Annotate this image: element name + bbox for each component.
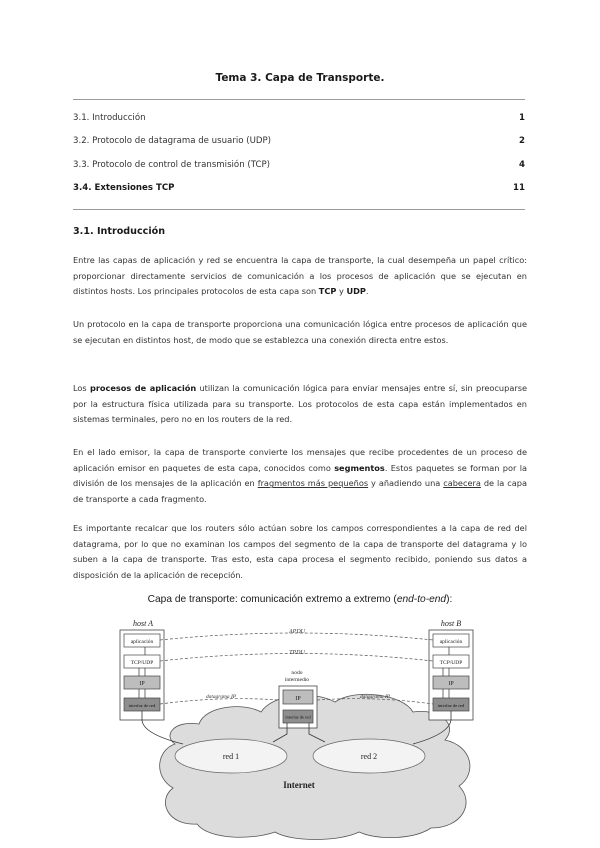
section-heading: 3.1. Introducción <box>73 226 166 237</box>
apdu-label: APDU <box>289 629 305 635</box>
network-2-label: red 2 <box>360 752 378 761</box>
svg-text:IP: IP <box>139 681 145 687</box>
svg-text:interfaz de red: interfaz de red <box>285 714 311 720</box>
toc-entry-label: 3.3. Protocolo de control de transmisión (TCP) <box>73 160 271 170</box>
figure-caption: Capa de transporte: comunicación extremo a extremo (end-to-end): <box>147 594 453 605</box>
host-b-label: host B <box>440 619 462 628</box>
toc-entry-page: 1 <box>519 113 525 123</box>
router-label-1: nodo <box>291 670 303 676</box>
network-1-label: red 1 <box>222 752 240 761</box>
transport-layer-diagram <box>113 616 485 840</box>
svg-text:aplicación: aplicación <box>439 639 463 645</box>
paragraph-1: Entre las capas de aplicación y red se encuentra la capa de transporte, la cual desempeña un papel crítico: proporcionar directamente servicios de comunicación a los procesos de aplicación que se ejecutan en distintos hosts. Los principales protocolos de esta capa son TCP y UDP. <box>73 255 527 297</box>
paragraph-2: Un protocolo en la capa de transporte proporciona una comunicación lógica entre procesos de aplicación que se ejecutan en distintos host, de modo que se establezca una conexión directa entre estos. <box>73 319 527 345</box>
svg-text:TCP/UDP: TCP/UDP <box>130 660 154 666</box>
paragraph-5: Es importante recalcar que los routers sólo actúan sobre los campos correspondientes a la capa de red del datagrama, por lo que no examinan los campos del segmento de la capa de transporte del datagrama y lo suben a la capa de transporte. Tras esto, esta capa procesa el segmento recibido, poniendo sus datos a disposición de la aplicación de recepción. <box>73 523 527 580</box>
toc-entry-page: 2 <box>519 136 525 146</box>
toc-entry-label: 3.2. Protocolo de datagrama de usuario (UDP) <box>73 136 272 146</box>
toc-entry[interactable] <box>73 158 525 172</box>
toc-entry[interactable] <box>73 111 525 125</box>
tpdu-label: TPDU <box>289 650 305 656</box>
toc-entry-label: 3.4. Extensiones TCP <box>73 183 175 193</box>
toc-top-rule <box>73 99 525 100</box>
page-title: Tema 3. Capa de Transporte. <box>215 72 385 84</box>
paragraph-4: En el lado emisor, la capa de transporte convierte los mensajes que recibe procedentes de un proceso de aplicación emisor en paquetes de esta capa, conocidos como segmentos. Estos paquetes se forman por la división de los mensajes de la aplicación en fragmentos más pequeños y añadiendo una cabecera de la capa de transporte a cada fragmento. <box>73 447 527 504</box>
svg-text:interfaz de red: interfaz de red <box>437 703 465 708</box>
svg-text:aplicación: aplicación <box>130 639 154 645</box>
paragraph-3: Los procesos de aplicación utilizan la comunicación lógica para enviar mensajes entre sí, sin preocuparse por la estructura física utilizada para su transporte. Los protocolos de esta capa están implementados en sistemas terminales, pero no en los routers de la red. <box>73 383 528 425</box>
host-a-label: host A <box>132 619 154 628</box>
svg-text:IP: IP <box>295 696 301 702</box>
svg-text:IP: IP <box>448 681 454 687</box>
router-label-2: intermedio <box>284 677 310 683</box>
toc-entry-page: 4 <box>519 160 525 170</box>
svg-text:interfaz de red: interfaz de red <box>128 703 156 708</box>
toc-entry-label: 3.1. Introducción <box>73 113 146 123</box>
svg-text:TCP/UDP: TCP/UDP <box>439 660 463 666</box>
toc-entry-page: 11 <box>513 183 525 193</box>
datagram-label-a: datagrama IP <box>205 694 237 700</box>
toc-bottom-rule <box>73 209 525 210</box>
internet-label: Internet <box>283 780 315 790</box>
toc-entry[interactable] <box>73 181 525 195</box>
datagram-label-b: datagrama IP <box>359 694 391 700</box>
toc-entry[interactable] <box>73 134 525 148</box>
